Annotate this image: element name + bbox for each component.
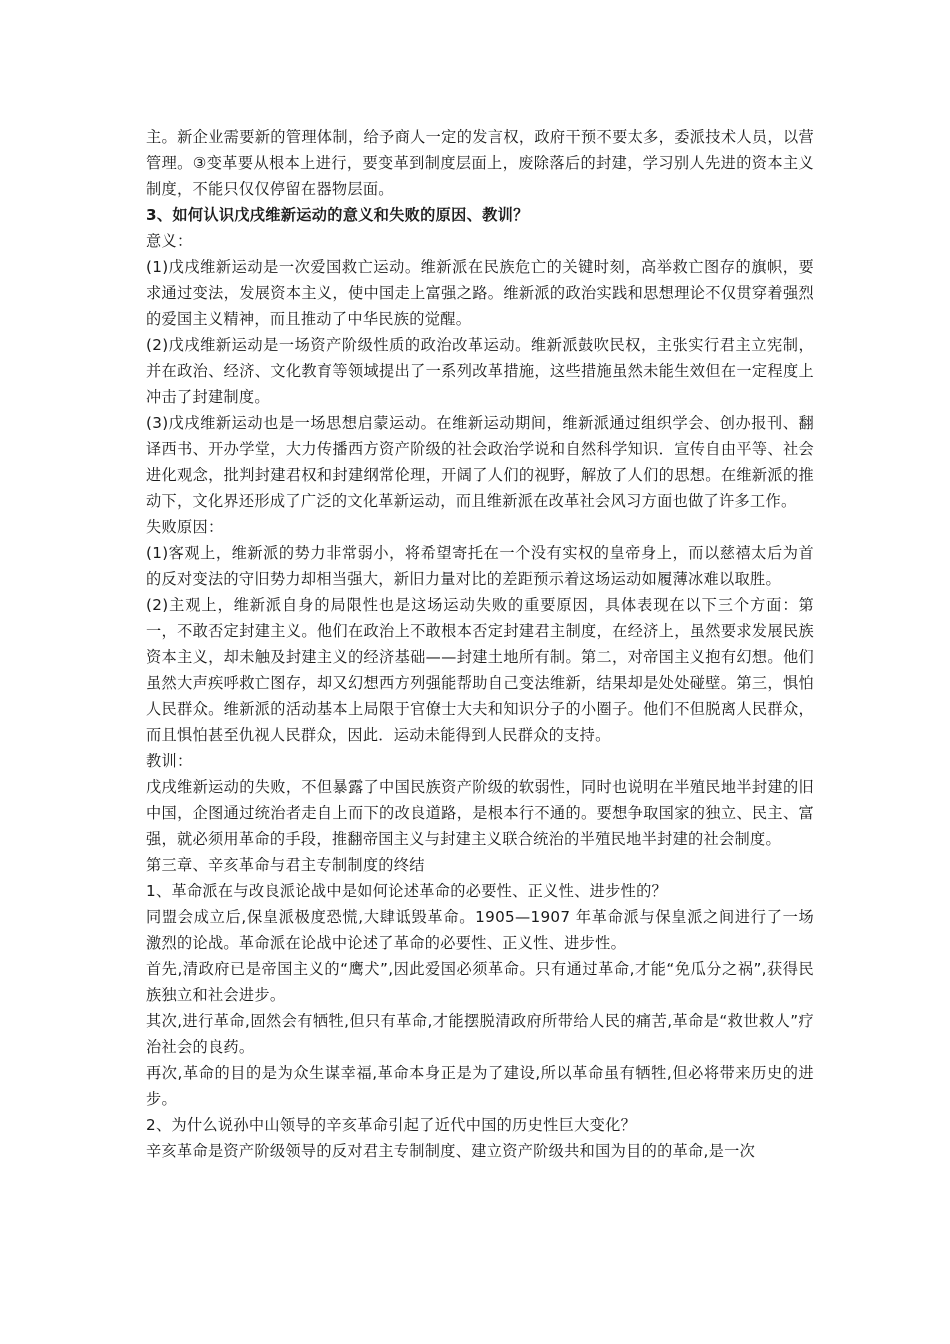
paragraph: (1)戊戌维新运动是一次爱国救亡运动。维新派在民族危亡的关键时刻，高举救亡图存的旗帜，要求通过变法，发展资本主义，使中国走上富强之路。维新派的政治实践和思想理论不仅贯穿着强烈的爱国主义精神，而且推动了中华民族的觉醒。 <box>146 258 814 328</box>
question-heading: 1、革命派在与改良派论战中是如何论述革命的必要性、正义性、进步性的？ <box>146 882 668 900</box>
subheading-lessons: 教训： <box>146 752 193 770</box>
paragraph: 同盟会成立后,保皇派极度恐慌,大肆诋毁革命。1905—1907 年革命派与保皇派之间进行了一场激烈的论战。革命派在论战中论述了革命的必要性、正义性、进步性。 <box>146 908 814 952</box>
subheading-significance: 意义： <box>146 232 193 250</box>
paragraph: 戊戌维新运动的失败，不但暴露了中国民族资产阶级的软弱性，同时也说明在半殖民地半封建的旧中国，企图通过统治者走自上而下的改良道路，是根本行不通的。要想争取国家的独立、民主、富强，就必须用革命的手段，推翻帝国主义与封建主义联合统治的半殖民地半封建的社会制度。 <box>146 778 814 848</box>
question-heading: 2、为什么说孙中山领导的辛亥革命引起了近代中国的历史性巨大变化？ <box>146 1116 637 1134</box>
subheading-failure-reasons: 失败原因： <box>146 518 224 536</box>
paragraph: 主。新企业需要新的管理体制，给予商人一定的发言权，政府干预不要太多，委派技术人员，以营管理。③变革要从根本上进行，要变革到制度层面上，废除落后的封建，学习别人先进的资本主义制度，不能只仅仅停留在器物层面。 <box>146 128 814 198</box>
paragraph: 辛亥革命是资产阶级领导的反对君主专制制度、建立资产阶级共和国为目的的革命,是一次 <box>146 1142 756 1160</box>
chapter-title: 第三章、辛亥革命与君主专制制度的终结 <box>146 856 425 874</box>
document-page <box>146 124 814 1164</box>
section-heading: 3、如何认识戊戌维新运动的意义和失败的原因、教训？ <box>146 206 529 224</box>
paragraph: 再次,革命的目的是为众生谋幸福,革命本身正是为了建设,所以革命虽有牺牲,但必将带来历史的进步。 <box>146 1064 814 1108</box>
paragraph: (1)客观上，维新派的势力非常弱小，将希望寄托在一个没有实权的皇帝身上，而以慈禧太后为首的反对变法的守旧势力却相当强大，新旧力量对比的差距预示着这场运动如履薄冰难以取胜。 <box>146 544 814 588</box>
paragraph: (3)戊戌维新运动也是一场思想启蒙运动。在维新运动期间，维新派通过组织学会、创办报刊、翻译西书、开办学堂，大力传播西方资产阶级的社会政治学说和自然科学知识．宣传自由平等、社会进化观念，批判封建君权和封建纲常伦理，开阔了人们的视野，解放了人们的思想。在维新派的推动下，文化界还形成了广泛的文化革新运动，而且维新派在改革社会风习方面也做了许多工作。 <box>146 414 814 510</box>
paragraph: (2)主观上，维新派自身的局限性也是这场运动失败的重要原因，具体表现在以下三个方面：第一，不敢否定封建主义。他们在政治上不敢根本否定封建君主制度，在经济上，虽然要求发展民族资本主义，却未触及封建主义的经济基础——封建土地所有制。第二，对帝国主义抱有幻想。他们虽然大声疾呼救亡图存，却又幻想西方列强能帮助自己变法维新，结果却是处处碰壁。第三，惧怕人民群众。维新派的活动基本上局限于官僚士大夫和知识分子的小圈子。他们不但脱离人民群众，而且惧怕甚至仇视人民群众，因此．运动未能得到人民群众的支持。 <box>146 596 814 744</box>
paragraph: 其次,进行革命,固然会有牺牲,但只有革命,才能摆脱清政府所带给人民的痛苦,革命是“救世救人”疗治社会的良药。 <box>146 1012 814 1056</box>
paragraph: 首先,清政府已是帝国主义的“鹰犬”,因此爱国必须革命。只有通过革命,才能“免瓜分之祸”,获得民族独立和社会进步。 <box>146 960 814 1004</box>
paragraph: (2)戊戌维新运动是一场资产阶级性质的政治改革运动。维新派鼓吹民权，主张实行君主立宪制，并在政治、经济、文化教育等领域提出了一系列改革措施，这些措施虽然未能生效但在一定程度上冲击了封建制度。 <box>146 336 814 406</box>
